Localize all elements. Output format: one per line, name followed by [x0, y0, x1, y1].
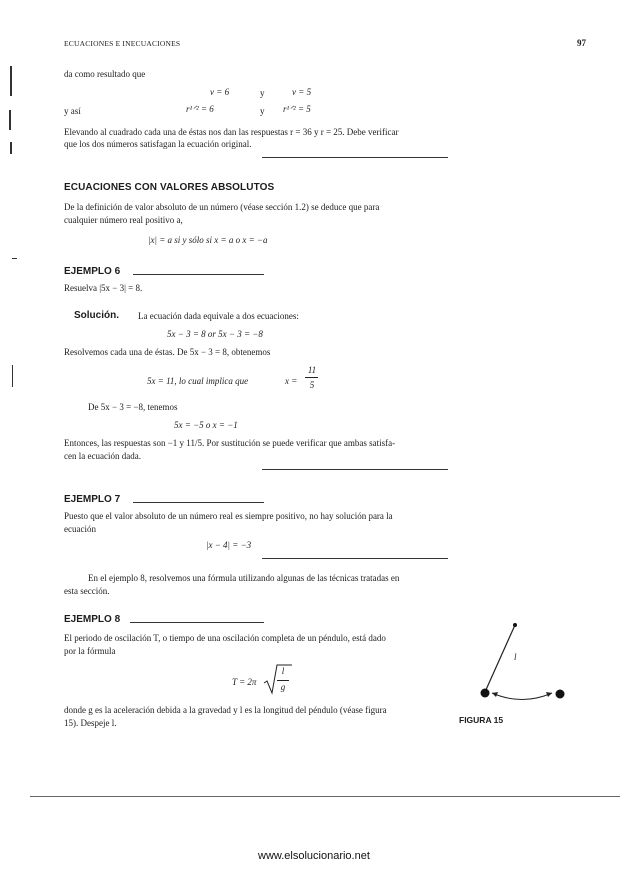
pendulum-string [485, 625, 515, 692]
formula-fraction-bar [277, 680, 289, 681]
equation-pair: 5x − 3 = 8 or 5x − 3 = −8 [167, 329, 263, 339]
equation-v5: v = 5 [292, 87, 312, 97]
paragraph-line: De 5x − 3 = −8, tenemos [88, 402, 178, 412]
bob-left [481, 689, 490, 698]
example-label: EJEMPLO 6 [64, 266, 121, 277]
example-label: EJEMPLO 8 [64, 614, 121, 625]
website-watermark: www.elsolucionario.net [258, 850, 370, 862]
end-rule [262, 469, 448, 470]
scan-artifact [10, 142, 12, 154]
end-rule [262, 558, 448, 559]
fraction-denominator: 5 [309, 380, 315, 390]
solution-text: La ecuación dada equivale a dos ecuaciones: [138, 311, 299, 321]
scan-artifact [10, 66, 12, 96]
solution-label: Solución. [74, 310, 119, 321]
equation-r6: r¹ᐟ² = 6 [186, 104, 214, 114]
formula-numerator: l [281, 666, 285, 676]
equation-v6: v = 6 [210, 87, 230, 97]
paragraph-line: por la fórmula [64, 646, 116, 656]
paragraph-line: cen la ecuación dada. [64, 451, 141, 461]
paragraph-line: Resolvemos cada una de éstas. De 5x − 3 = 8, obtenemos [64, 347, 271, 357]
pivot-point [513, 623, 517, 627]
conjunction-y: y [260, 88, 265, 98]
example-rule [130, 622, 264, 623]
length-label: l [514, 652, 517, 662]
paragraph-line: donde g es la aceleración debida a la gravedad y l es la longitud del péndulo (véase figura [64, 705, 387, 715]
figure-caption: FIGURA 15 [459, 715, 504, 725]
formula-lhs: T = 2π [232, 677, 257, 687]
fraction-bar [305, 377, 318, 378]
end-rule [262, 157, 448, 158]
conjunction-y: y [260, 106, 265, 116]
running-header: ECUACIONES E INECUACIONES [64, 39, 181, 48]
example-label: EJEMPLO 7 [64, 494, 121, 505]
scan-artifact [12, 365, 13, 387]
section-title: ECUACIONES CON VALORES ABSOLUTOS [64, 182, 275, 193]
paragraph-line: Entonces, las respuestas son −1 y 11/5. Por sustitución se puede verificar que ambas satisfa- [64, 438, 396, 448]
example-rule [133, 502, 264, 503]
absolute-value-rule: |x| = a si y sólo si x = a o x = −a [148, 235, 268, 245]
bob-right [556, 690, 565, 699]
example-rule [133, 274, 264, 275]
paragraph-line: De la definición de valor absoluto de un número (véase sección 1.2) se deduce que para [64, 202, 380, 212]
pendulum-figure [470, 620, 580, 710]
fraction-numerator: 11 [307, 365, 317, 375]
paragraph-line: Elevando al cuadrado cada una de éstas nos dan las respuestas r = 36 y r = 25. Debe verificar [64, 127, 399, 137]
equation-pair: 5x = −5 o x = −1 [174, 420, 238, 430]
paragraph-line: 15). Despeje l. [64, 718, 117, 728]
scan-artifact [12, 258, 17, 259]
example-prompt: Resuelva |5x − 3| = 8. [64, 283, 143, 293]
scan-artifact [9, 110, 11, 130]
page-bottom-edge [30, 796, 620, 797]
equation-r5: r¹ᐟ² = 5 [283, 104, 311, 114]
page-number: 97 [577, 38, 586, 48]
paragraph-line: cualquier número real positivo a, [64, 215, 183, 225]
paragraph-line: En el ejemplo 8, resolvemos una fórmula utilizando algunas de las técnicas tratadas en [88, 573, 400, 583]
paragraph-line: Puesto que el valor absoluto de un número real es siempre positivo, no hay solución para la [64, 511, 393, 521]
equation-x-equals: x = [285, 376, 298, 386]
paragraph-line: ecuación [64, 524, 96, 534]
intro-line: da como resultado que [64, 69, 146, 79]
paragraph-line: que los dos números satisfagan la ecuación original. [64, 139, 252, 149]
y-asi-label: y así [64, 106, 81, 116]
paragraph-line: esta sección. [64, 586, 110, 596]
equation-no-solution: |x − 4| = −3 [206, 540, 252, 550]
paragraph-line: El periodo de oscilación T, o tiempo de una oscilación completa de un péndulo, está dado [64, 633, 386, 643]
formula-denominator: g [280, 682, 286, 692]
equation-5x-11: 5x = 11, lo cual implica que [147, 376, 249, 386]
swing-arc [492, 693, 552, 700]
